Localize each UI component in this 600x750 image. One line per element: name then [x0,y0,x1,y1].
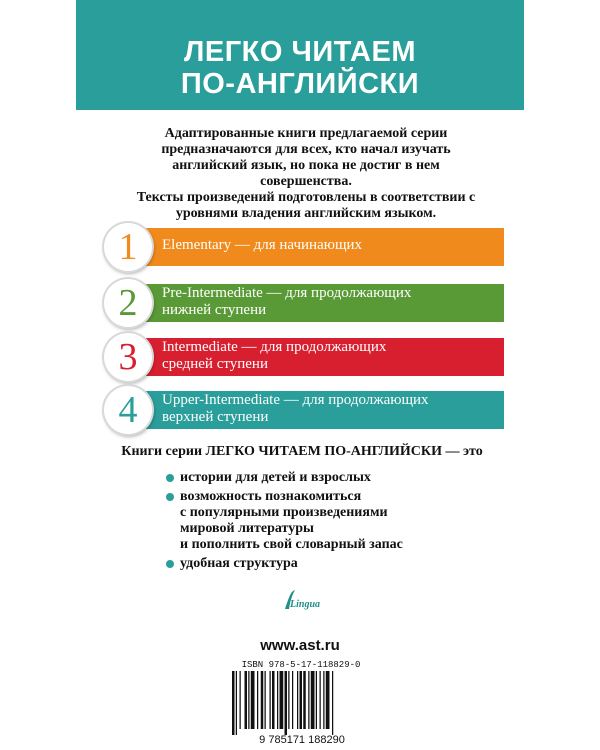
level-2-line1: Pre-Intermediate — для продолжающих [162,285,412,301]
feature-line: истории для детей и взрослых [180,470,371,485]
isbn-barcode [226,671,378,735]
barcode-bar [257,671,258,729]
level-3 [104,336,504,378]
barcode-bar [232,671,235,735]
feature-item [166,489,466,553]
barcode-bar [308,671,309,729]
barcode-bar [297,671,298,729]
barcode-bar [261,671,264,729]
feature-line: и пополнить свой словарный запас [180,537,403,552]
feature-list [166,470,466,575]
series-title-line1: ЛЕГКО ЧИТАЕМ [184,36,416,68]
barcode-graphic [226,671,378,735]
barcode-bar [332,671,333,735]
barcode-bar [326,671,330,729]
level-2-text [162,285,492,319]
feature-line: возможность познакомиться [180,489,362,504]
level-2-number: 2 [104,279,152,327]
barcode-bar [265,671,266,729]
barcode-bar [248,671,249,729]
feature-item [166,556,466,572]
barcode-bar [288,671,289,729]
bullet-dot-icon [166,560,174,568]
level-3-line2: средней ступени [162,356,268,372]
level-4-number: 4 [104,386,152,434]
level-4-line2: верхней ступени [162,409,269,425]
book-back-cover [76,0,524,750]
feature-line: удобная структура [180,556,298,571]
title-band [76,0,524,110]
feature-line: мировой литературы [180,521,314,536]
level-4-line1: Upper-Intermediate — для продолжающих [162,392,429,408]
barcode-number: 9 785171 188290 [259,734,345,746]
barcode-bar [303,671,306,729]
level-2 [104,282,504,324]
barcode-bar [240,671,241,729]
level-1-text [162,237,492,254]
level-1 [104,226,504,268]
barcode-bar [236,671,237,735]
barcode-bar [311,671,315,729]
bullet-dot-icon [166,474,174,482]
barcode-bar [292,671,293,729]
barcode-bar [272,671,275,729]
bullet-dot-icon [166,493,174,501]
isbn-label: ISBN 978-5-17-118829-0 [241,660,361,670]
barcode-bar [316,671,317,729]
lingua-logo [281,587,321,613]
series-heading: Книги серии ЛЕГКО ЧИТАЕМ ПО-АНГЛИЙСКИ — это [121,444,483,459]
level-1-line1: Elementary — для начинающих [162,237,363,253]
level-1-number: 1 [104,223,152,271]
barcode-bar [277,671,278,729]
barcode-bar [251,671,255,729]
logo-text: Lingua [290,599,321,610]
publisher-website: www.ast.ru [260,637,340,654]
level-4 [104,389,504,431]
barcode-bar [320,671,321,729]
barcode-bar [285,671,288,735]
barcode-bar [323,671,324,729]
barcode-bar [300,671,303,729]
intro-paragraph-1: Адаптированные книги предлагаемой серии предназначаются для всех, кто начал изучать английский язык, но пока не достиг в нем совершенства. [161,126,451,189]
level-2-line2: нижней ступени [162,302,267,318]
barcode-bar [280,671,284,729]
level-4-text [162,392,492,426]
feature-line: с популярными произведениями [180,505,388,520]
lingua-logo-mark [281,587,321,613]
level-3-text [162,339,492,373]
barcode-bar [245,671,248,729]
series-title-line2: ПО-АНГЛИЙСКИ [180,68,420,100]
level-3-number: 3 [104,333,152,381]
level-3-line1: Intermediate — для продолжающих [162,339,387,355]
feature-item [166,470,466,486]
intro-paragraph-2: Тексты произведений подготовлены в соответствии с уровнями владения английским языком. [136,190,476,221]
barcode-bar [270,671,271,729]
